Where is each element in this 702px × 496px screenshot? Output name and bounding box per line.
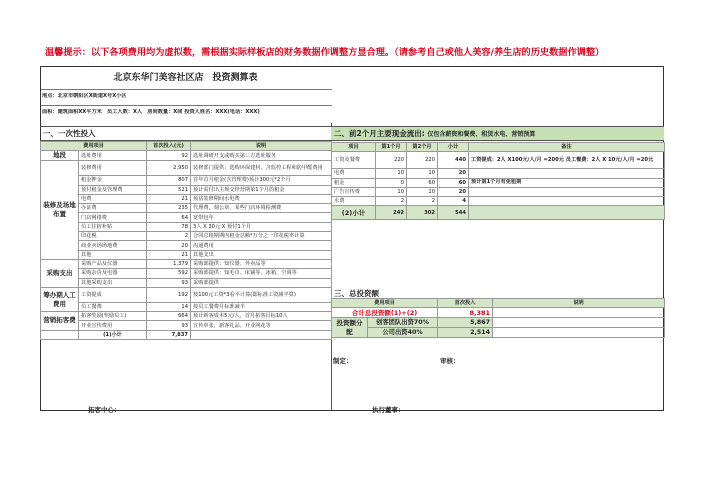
- warning-banner: 温馨提示：以下各项费用均为虚拟数，需根据实际样板店的财务数据作调整方显合理。（请参考自己或他人美容/养生店的历史数据作调整）: [45, 47, 605, 58]
- table-row: [41, 222, 332, 231]
- table-row: [332, 178, 665, 187]
- row-item: 采购产品及仪器: [79, 259, 147, 268]
- header-amount: 首次投入: [438, 299, 493, 308]
- row-month1: 10: [376, 169, 407, 178]
- table-row: [332, 169, 665, 178]
- subtotal-label: (1)小计: [79, 330, 147, 339]
- row-sum: 20: [438, 169, 469, 178]
- row-month1: 0: [376, 178, 407, 187]
- reviewer-label: 审核：: [440, 357, 460, 365]
- header-cell: 第2个月: [407, 143, 438, 152]
- row-amount: 92: [147, 151, 191, 161]
- row-item: 装修费用: [79, 161, 147, 176]
- row-sum: 60: [438, 178, 469, 187]
- table-row: [41, 302, 332, 311]
- table-row: [41, 204, 332, 213]
- row-amount: 521: [147, 185, 191, 194]
- row-item: 采购杂货及电器: [79, 269, 147, 278]
- subtotal-month2: 302: [407, 206, 438, 220]
- row-amount: 21: [147, 250, 191, 259]
- header-item: 费用项目: [41, 142, 147, 151]
- row-amount: 14: [147, 302, 191, 311]
- header-note: 说明: [191, 142, 332, 151]
- row-note: 按员工餐费月标准减半: [191, 302, 332, 311]
- table-row: [41, 213, 332, 222]
- row-note: 选址调研开支或购买第三方选址服务: [191, 151, 332, 161]
- row-note: 合同总租期期内租金总额*万分之一印花税率计算: [191, 232, 332, 241]
- table-row: [41, 194, 332, 203]
- row-month1: 2: [376, 197, 407, 206]
- row-item: 员工住宿补贴: [79, 222, 147, 231]
- row-item: 办证费: [79, 204, 147, 213]
- row-month2: 60: [407, 178, 438, 187]
- cashflow-table: [331, 142, 665, 220]
- row-item: 广告宣传费: [332, 187, 376, 196]
- row-note: 宽带包年: [191, 213, 332, 222]
- row-month2: 2: [407, 197, 438, 206]
- row-item: 电费: [332, 169, 376, 178]
- row-item: 员工餐费: [79, 302, 147, 311]
- row-note: 按100元工资*3看平计算(即标准工资减半算): [191, 287, 332, 302]
- row-amount: 235: [147, 204, 191, 213]
- row-note: 预计新客成本5元/人，首月拓客目标10人: [191, 312, 332, 321]
- row-amount: 2,950: [147, 161, 191, 176]
- row-amount: 78: [147, 222, 191, 231]
- row-sum: 4: [438, 197, 469, 206]
- share-note: [493, 318, 665, 328]
- table-row: [41, 250, 332, 259]
- row-note: [469, 197, 665, 206]
- row-item: 商业卖场场地费: [79, 241, 147, 250]
- group-name: 采购支出: [41, 259, 79, 287]
- row-note: 采购部提供: [191, 278, 332, 287]
- share-label: 公司出资40%: [368, 328, 438, 338]
- section3-heading: 三、总投资额: [331, 287, 664, 302]
- row-note: [469, 169, 665, 178]
- row-amount: 93: [147, 278, 191, 287]
- row-item: 租金: [332, 178, 376, 187]
- subtotal-month1: 242: [376, 206, 407, 220]
- share-amount: 5,867: [438, 318, 493, 328]
- info-line: 面积：建筑面积XX平方米 员工人数：X人 房间数量：X间 投资人姓名：XXX(电话：XXX): [42, 109, 260, 115]
- table-row: [332, 197, 665, 206]
- group-name: 筹办期人工费用: [41, 287, 79, 311]
- row-amount: 21: [147, 194, 191, 203]
- subtotal-spacer: [41, 330, 79, 339]
- recruiter-label: 拓客中心：: [88, 406, 121, 414]
- share-label: 创客团队出资70%: [368, 318, 438, 328]
- row-month2: 10: [407, 169, 438, 178]
- header-amount: 首次投入(元): [147, 142, 191, 151]
- row-amount: 64: [147, 213, 191, 222]
- header-item: 费用项目: [332, 299, 438, 308]
- total-note: [493, 308, 665, 318]
- row-item: 预付租金及管理费: [79, 185, 147, 194]
- table-row: [41, 232, 332, 241]
- row-month2: 220: [407, 152, 438, 169]
- table-row: [41, 278, 332, 287]
- row-note: 采购部提供：知仪器、外卖品等: [191, 259, 332, 268]
- group-name: 营销拓客费: [41, 312, 79, 331]
- row-note: 工资提成：2人 X100元/人/月 =200元 员工餐费：2人 X 10元/人/月 =20元: [469, 152, 665, 169]
- table-row: [41, 321, 332, 330]
- row-amount: 20: [147, 241, 191, 250]
- row-note: 其他支出: [191, 250, 332, 259]
- table-row: [41, 176, 332, 185]
- table-row: [41, 161, 332, 176]
- row-note: 预计需付出主规交经营期第1个月的租金: [191, 185, 332, 194]
- row-month1: 10: [376, 187, 407, 196]
- row-item: 门店网络费: [79, 213, 147, 222]
- header-cell: 第1个月: [376, 143, 407, 152]
- row-note: 沟通费用: [191, 241, 332, 250]
- header-cell: 小计: [438, 143, 469, 152]
- row-note: 装修部门提供：选购环保建材，含监控工程和防甲醛费用: [191, 161, 332, 176]
- header-note: 说明: [493, 299, 665, 308]
- share-row: [332, 328, 665, 338]
- row-month1: 220: [376, 152, 407, 169]
- total-label: 合计总投资额(1)+(2): [332, 308, 438, 318]
- address-line: 地点：北京市朝阳区X街道X号X小区: [42, 93, 127, 99]
- row-amount: 2: [147, 232, 191, 241]
- row-note: 预估装修期间水电费: [191, 194, 332, 203]
- subtotal-label: (2)小计: [332, 206, 376, 220]
- row-note: 宣传单张、新客礼品、开业网花等: [191, 321, 332, 330]
- one-time-investment-table: [40, 141, 332, 340]
- table-row: [41, 241, 332, 250]
- table-header-row: [332, 299, 665, 308]
- row-amount: 664: [147, 312, 191, 321]
- row-note: 代理费，刻公章，某些门店环境检测费: [191, 204, 332, 213]
- row-amount: 807: [147, 176, 191, 185]
- table-row: [332, 187, 665, 196]
- row-amount: 592: [147, 269, 191, 278]
- sheet-title: 北京东华门美容社区店 投资测算表: [113, 73, 258, 83]
- row-item: 租金押金: [79, 176, 147, 185]
- director-label: 执行董事：: [372, 406, 405, 414]
- row-amount: 192: [147, 287, 191, 302]
- table-row: [41, 287, 332, 302]
- section2-heading: [331, 126, 664, 141]
- subtotal-blank: [469, 206, 665, 220]
- row-item: 印花税: [79, 232, 147, 241]
- table-row: [332, 152, 665, 169]
- row-item: 开业宣传费用: [79, 321, 147, 330]
- row-amount: 1,379: [147, 259, 191, 268]
- maker-label: 制定：: [333, 357, 353, 365]
- share-note: [493, 328, 665, 338]
- row-item: 其他: [79, 250, 147, 259]
- header-cell: 备注: [469, 143, 665, 152]
- table-header-row: [332, 143, 665, 152]
- table-row: [41, 151, 332, 161]
- header-cell: 项目: [332, 143, 376, 152]
- section2-note: 仅包含薪资和餐费、租赁水电、营销预算: [427, 131, 536, 138]
- table-row: [41, 269, 332, 278]
- share-row: [332, 318, 665, 328]
- row-note: 预计第1个月有免租期: [469, 178, 665, 187]
- section2-title: 二、前2个月主要现金流出:: [334, 129, 425, 138]
- group-name: 地段: [41, 151, 79, 161]
- row-item: 拓客奖励(奖励员工): [79, 312, 147, 321]
- table-row: [41, 259, 332, 268]
- row-note: 采购部提供：知毛巾、床铺等、冰箱、空调等: [191, 269, 332, 278]
- row-note: 3人 X 30元 X 预付1个月: [191, 222, 332, 231]
- section1-heading: 一、一次性投入: [40, 126, 331, 141]
- subtotal-row: [41, 330, 332, 339]
- total-row: [332, 308, 665, 318]
- row-note: 首年首月租金(含管理费)预计300元*2个月: [191, 176, 332, 185]
- subtotal-sum: 544: [438, 206, 469, 220]
- row-amount: 93: [147, 321, 191, 330]
- subtotal-amount: 7,837: [147, 330, 191, 339]
- share-amount: 2,514: [438, 328, 493, 338]
- row-item: 选址费用: [79, 151, 147, 161]
- row-item: 工资及餐费: [332, 152, 376, 169]
- table-row: [41, 312, 332, 321]
- row-sum: 440: [438, 152, 469, 169]
- table-row: [41, 185, 332, 194]
- row-item: 工资提成: [79, 287, 147, 302]
- subtotal-row: [332, 206, 665, 220]
- row-sum: 20: [438, 187, 469, 196]
- total-amount: 8,381: [438, 308, 493, 318]
- row-note: [469, 187, 665, 196]
- table-header-row: [41, 142, 332, 151]
- row-item: 电费: [79, 194, 147, 203]
- group-name: 装修及场地布置: [41, 161, 79, 260]
- row-item: 其他采购支出: [79, 278, 147, 287]
- subtotal-blank: [191, 330, 332, 339]
- row-item: 水费: [332, 197, 376, 206]
- total-investment-table: [331, 298, 665, 338]
- row-month2: 10: [407, 187, 438, 196]
- share-group: 投资额分配: [332, 318, 368, 338]
